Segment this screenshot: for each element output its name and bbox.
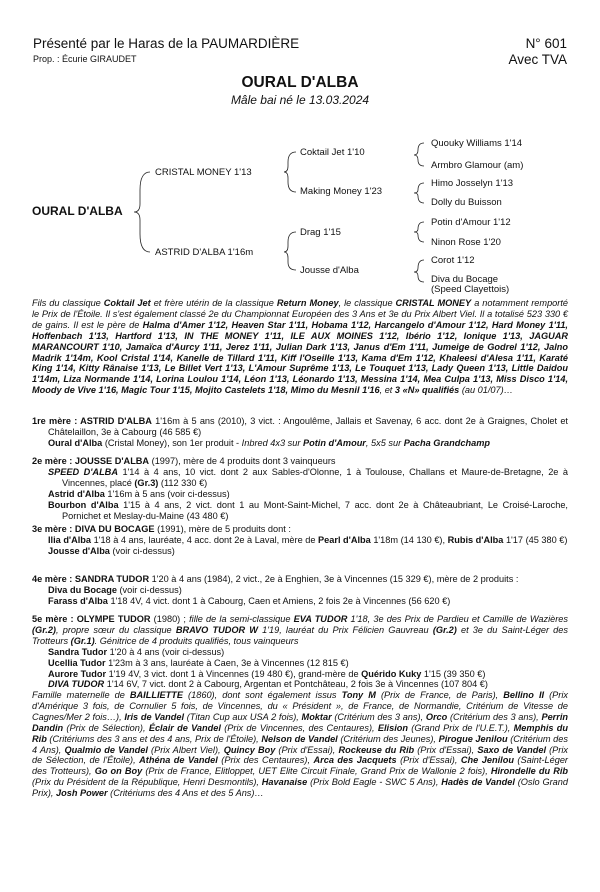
- family-horse: Josh Power: [56, 788, 108, 799]
- brace-main: [134, 172, 150, 252]
- pedigree-ggs-1: Quouky Williams 1'14: [431, 138, 523, 149]
- family-horse: Qualmio de Vandel: [64, 744, 148, 755]
- produce-name: Astrid d'Alba: [48, 488, 105, 499]
- inbreeding-text: , 5x5 sur: [365, 437, 404, 448]
- intro-bold: Return Money: [276, 298, 339, 308]
- family-horse: Quincy Boy: [223, 744, 276, 755]
- family-text: (Critérium des Jeunes),: [337, 733, 439, 744]
- produce-name: DIVA TUDOR: [48, 679, 105, 690]
- horse-subtitle: Mâle bai né le 13.03.2024: [230, 93, 370, 107]
- family-horse: Arca des Jacquets: [313, 755, 397, 766]
- tva-label: Avec TVA: [508, 52, 567, 67]
- pedigree-ggs-7: Corot 1'12: [431, 255, 475, 266]
- family-horse: Iris de Vandel: [124, 711, 185, 722]
- family-text: (Prix de Vincennes, des Centaures),: [220, 722, 378, 733]
- produce-name: Diva du Bocage: [48, 584, 117, 595]
- produce-name: Jousse d'Alba: [48, 545, 110, 556]
- intro-bold: CRISTAL MONEY: [395, 298, 472, 308]
- family-horse: Saxo de Vandel: [477, 744, 546, 755]
- family-text: (Prix de Sélection),: [63, 722, 149, 733]
- brace-gg12: [414, 143, 424, 166]
- produce-desc: 1'18m (14 130 €),: [370, 534, 448, 545]
- family-horse: Memphis du Rib: [32, 722, 568, 744]
- dam-desc: (1997), mère de 4 produits dont 3 vainqueurs: [149, 456, 336, 466]
- group-label: (Gr.1): [70, 635, 95, 646]
- family-horse: Bellino II: [503, 690, 545, 700]
- family-horse: Perrin Dandin: [32, 711, 568, 733]
- family-horse: Hadès de Vandel: [441, 777, 515, 788]
- pedigree-ggs-8-name: Diva du Bocage: [431, 274, 499, 285]
- produce-desc: 1'23m à 3 ans, lauréate à Caen, 3e à Vincennes (12 815 €): [105, 657, 349, 668]
- pedigree-ggs-8: [431, 275, 509, 295]
- presenter-line: Présenté par le Haras de la PAUMARDIÈRE: [33, 36, 300, 51]
- family-text: (Critérium des 3 ans),: [447, 711, 542, 722]
- produce-name: Rubis d'Alba: [447, 534, 504, 545]
- pedigree-ggs-4: Dolly du Buisson: [431, 197, 502, 208]
- produce-desc: 1'18 4V, 4 vict. dont 1 à Cabourg, Caen et Amiens, 2 fois 2e à Vincennes (56 620 €): [107, 595, 451, 606]
- produce-desc: 1'16m à 5 ans (voir ci-dessus): [104, 488, 230, 499]
- family-description: [32, 690, 568, 799]
- family-text: (Prix du Président de la République, Henri Desmontils),: [32, 777, 262, 788]
- dam-name: JOUSSE D'ALBA: [74, 456, 150, 466]
- family-horse: Che Jenilou: [460, 755, 514, 766]
- family-text: (Prix de France, Elitloppet, UET Elite Circuit Finale, Grand Prix de Wallonie 2 fois),: [142, 766, 491, 777]
- dam-desc: 1'18, 3e des Prix de Pardieu et Camille de Wazières: [347, 614, 568, 624]
- pedigree-sire-sire: Coktail Jet 1'10: [300, 147, 365, 158]
- produce-name: Pearl d'Alba: [318, 534, 371, 545]
- dam-label: 3e mère :: [32, 524, 75, 534]
- pedigree-sire: CRISTAL MONEY 1'13: [155, 167, 252, 178]
- group-label: (Gr.3): [134, 477, 159, 488]
- owner-line: Prop. : Écurie GIRAUDET: [33, 54, 137, 64]
- dam-name: OLYMPE TUDOR: [76, 614, 151, 624]
- produce-name: Sandra Tudor: [48, 646, 108, 657]
- brace-gg78: [414, 260, 424, 282]
- produce-desc: (Cristal Money), son 1er produit -: [102, 437, 242, 448]
- pedigree-dam: ASTRID D'ALBA 1'16m: [155, 247, 254, 258]
- family-horse: Havanaise: [261, 777, 308, 788]
- inbreeding-horse: Potin d'Amour: [302, 437, 366, 448]
- brace-sire: [284, 152, 296, 192]
- produce-desc: 1'18 à 4 ans, lauréate, 4 acc. dont 2e à Laval, mère de: [91, 534, 319, 545]
- dam-name: BRAVO TUDOR W: [175, 624, 258, 635]
- produce-name: Ucellia Tudor: [48, 657, 106, 668]
- dam-name: EVA TUDOR: [293, 614, 348, 624]
- produce-desc: 1'17 (45 380 €): [503, 534, 568, 545]
- family-text: (Prix de France, de Paris),: [375, 690, 504, 700]
- pedigree-ggs-6: Ninon Rose 1'20: [431, 237, 501, 248]
- fifth-dam-section: [32, 614, 568, 690]
- family-horse: Pirogue Jenilou: [438, 733, 508, 744]
- dam-label: 2e mère :: [32, 456, 75, 466]
- produce-name: Ilia d'Alba: [48, 534, 92, 545]
- sire-description: [32, 298, 568, 396]
- pedigree-dam-sire: Drag 1'15: [300, 227, 341, 238]
- family-text: (Titan Cup aux USA 2 fois),: [184, 711, 302, 722]
- group-label: (Gr.2): [432, 624, 457, 635]
- brace-gg34: [414, 183, 424, 203]
- dam-desc: 1'20 à 4 ans (1984), 2 vict., 2e à Enghien, 3e à Vincennes (15 329 €), mère de 2 produits :: [149, 574, 519, 584]
- family-text: (Critériums des 3 ans et des 4 ans, Prix de l'Étoile),: [46, 733, 262, 744]
- produce-desc: 1'15 à 4 ans, 2 vict. dont 1 au Mont-Saint-Michel, 7 acc. dont 2e à Châteaubriant, Le Croisé-Laroche, Pornichet et Meslay-du-Maine (43 480 €): [62, 499, 568, 521]
- family-text: (Prix Bold Eagle - SWC 5 Ans),: [307, 777, 442, 788]
- progeny-list: Halma d'Amer 1'12, Heaven Star 1'11, Hobama 1'12, Harcangelo d'Amour 1'12, Hard Money 1'11, Hoffenbach 1'13, Hartford 1'13, IN THE MONEY 1'11, ILE AUX MOINES 1'12, Ibério 1'12, Ionique 1'13, JAGUAR MARANCOURT 1'10, Jamaïca d'Aurcy 1'11, Jerez 1'11, Julian Dark 1'13, Janus d'Em 1'11, Jumeige de Godrel 1'12, Jalno Madrik 1'14m, Kool Cristal 1'14, Kanelle de Tillard 1'11, Kiff l'Oseille 1'13, Kama d'Em 1'12, Khaleesi d'Alesa 1'11, Karaté King 1'14, Kitty Rânaise 1'13, Le Billet Vert 1'13, L'Amour Suprême 1'13, Le Touquet 1'13, Lady Queen 1'13, Little Daidou 1'14m, Liza Normande 1'14, Lorina Loulou 1'14, Léon 1'13, Léonardo 1'13, Messina 1'14, Mea Culpa 1'13, Miss Disco 1'14, Moody de Vive 1'16, Magic Tour 1'15, Mojito Castelets 1'18, Mimo du Mesnil 1'16: [32, 319, 568, 396]
- family-text: (Prix d'Essai),: [275, 744, 339, 755]
- produce-desc: 1'15 (39 350 €): [421, 668, 486, 679]
- dam-desc: et 3e du Saint-Léger des Trotteurs: [32, 624, 568, 646]
- dam-name: SANDRA TUDOR: [74, 574, 150, 584]
- pedigree-sire-dam: Making Money 1'23: [300, 186, 383, 197]
- produce-desc: (voir ci-dessus): [109, 545, 175, 556]
- group-label: (Gr.2): [32, 624, 56, 635]
- family-text: (Prix de Sélection, de l'Étoile),: [32, 744, 568, 766]
- pedigree-ggs-5: Potin d'Amour 1'12: [431, 217, 511, 228]
- produce-name: Aurore Tudor: [48, 668, 107, 679]
- produce-desc: 1'14 à 4 ans, 10 vict. dont 2 aux Sables-d'Olonne, 1 à Toulouse, Challans et Maure-de-Bretagne, 2e à Vincennes, placé: [62, 466, 568, 488]
- brace-gg56: [414, 222, 424, 242]
- dam-desc: . Génitrice de 4 produits qualifiés, tous vainqueurs: [94, 635, 299, 646]
- inbreeding-text: Inbred 4x3 sur: [241, 437, 303, 448]
- family-text: (Saint-Léger des Trotteurs),: [32, 755, 568, 777]
- produce-name: Oural d'Alba: [48, 437, 103, 448]
- family-text: (Prix d'Amérique 3 fois, de Cornulier 5 fois, de Vincennes, du « Président », de France, de Normandie, Critérium de Vitesse de Cagnes/Mer 2 fois…),: [32, 690, 569, 722]
- family-text: (Grand Prix de l'U.E.T.),: [407, 722, 514, 733]
- dam-desc: (1980) ;: [150, 614, 190, 624]
- family-horse: Elision: [377, 722, 408, 733]
- family-text: (Critérium des 3 ans),: [331, 711, 426, 722]
- produce-name: Bourbon d'Alba: [48, 499, 119, 510]
- dam-desc: (1991), mère de 5 produits dont :: [154, 524, 291, 534]
- pedigree-ggs-8-sire: (Speed Clayettois): [431, 284, 510, 295]
- pedigree-ggs-2: Armbro Glamour (am): [431, 160, 524, 171]
- first-dam-section: [32, 416, 568, 449]
- dam-name: ASTRID D'ALBA: [80, 416, 152, 426]
- dam-label: 5e mère :: [32, 614, 77, 624]
- family-text: Famille maternelle de: [32, 690, 130, 700]
- family-horse: Rockeuse du Rib: [338, 744, 415, 755]
- produce-name: Quérido Kuky: [361, 668, 422, 679]
- family-text: (Prix d'Essai),: [414, 744, 478, 755]
- intro-bold: Coktail Jet: [103, 298, 151, 308]
- dam-desc: 1'16m à 5 ans (2010), 3 vict. : Angoulême, Jallais et Savenay, 6 acc. dont 2e à Graignes, Cholet et Châtelaillon, 3e à Cabourg (46 585 €): [48, 416, 568, 437]
- family-horse: Athéna de Vandel: [139, 755, 218, 766]
- produce-desc: 1'14 6V, 7 vict. dont 2 à Cabourg, Argentan et Pontchâteau, 2 fois 3e à Vincennes (107 804 €): [104, 679, 488, 690]
- family-horse: Hirondelle du Rib: [490, 766, 569, 777]
- intro-text: et frère utérin de la classique: [150, 298, 277, 308]
- dam-desc: 1'19, lauréat du Prix Félicien Gauvreau: [257, 624, 433, 635]
- brace-dam: [284, 232, 296, 270]
- family-text: (1860), dont sont également issus: [183, 690, 342, 700]
- produce-desc: (112 330 €): [158, 477, 208, 488]
- pedigree-dam-dam: Jousse d'Alba: [300, 265, 359, 276]
- third-dam-section: [32, 524, 568, 557]
- dam-desc: , propre sœur du classique: [56, 624, 176, 635]
- intro-text: (au 01/07)…: [459, 385, 513, 396]
- family-text: (Oslo Grand Prix),: [32, 777, 569, 799]
- family-text: (Critérium des 4 Ans),: [32, 733, 568, 755]
- pedigree-subject: OURAL D'ALBA: [32, 204, 123, 218]
- produce-desc: 1'20 à 4 ans (voir ci-dessus): [107, 646, 225, 657]
- produce-name: Farass d'Alba: [48, 595, 108, 606]
- family-text: (Prix Albert Viel),: [147, 744, 224, 755]
- family-horse: Éclair de Vandel: [148, 722, 221, 733]
- intro-text: a notamment remporté le Prix de l'Étoile. Il s'est également classé 2e du Championnat Européen des 3 Ans et 3e du Prix Albert Viel. Il a totalisé 523 330 € de gains. Il est le père de: [32, 298, 569, 330]
- dam-desc: fille de la semi-classique: [189, 614, 294, 624]
- second-dam-section: [32, 456, 568, 521]
- produce-name: SPEED D'ALBA: [48, 466, 118, 477]
- family-horse: Moktar: [301, 711, 332, 722]
- produce-desc: (voir ci-dessus): [116, 584, 182, 595]
- family-text: (Critériums des 4 Ans et des 5 Ans)…: [107, 788, 264, 799]
- inbreeding-horse: Pacha Grandchamp: [403, 437, 490, 448]
- dam-label: 1re mère :: [32, 416, 81, 426]
- intro-text: Fils du classique: [32, 298, 104, 308]
- family-text: (Prix d'Essai),: [396, 755, 461, 766]
- dam-name: DIVA DU BOCAGE: [74, 524, 155, 534]
- family-horse: Go on Boy: [94, 766, 143, 777]
- horse-name-title: OURAL D'ALBA: [241, 74, 359, 91]
- dam-label: 4e mère :: [32, 574, 75, 584]
- fourth-dam-section: [32, 574, 568, 607]
- pedigree-ggs-3: Himo Josselyn 1'13: [431, 178, 514, 189]
- intro-text: , et: [379, 385, 395, 396]
- family-horse: Orco: [425, 711, 448, 722]
- lot-number: N° 601: [525, 36, 567, 51]
- intro-text: , le classique: [338, 298, 396, 308]
- produce-desc: 1'19 4V, 3 vict. dont 1 à Vincennes (19 480 €), grand-mère de: [106, 668, 362, 679]
- family-horse: BAILLIETTE: [129, 690, 183, 700]
- family-horse: Nelson de Vandel: [261, 733, 338, 744]
- family-text: (Prix des Centaures),: [217, 755, 314, 766]
- intro-bold: 3 «N» qualifiés: [394, 385, 460, 396]
- family-horse: Tony M: [341, 690, 376, 700]
